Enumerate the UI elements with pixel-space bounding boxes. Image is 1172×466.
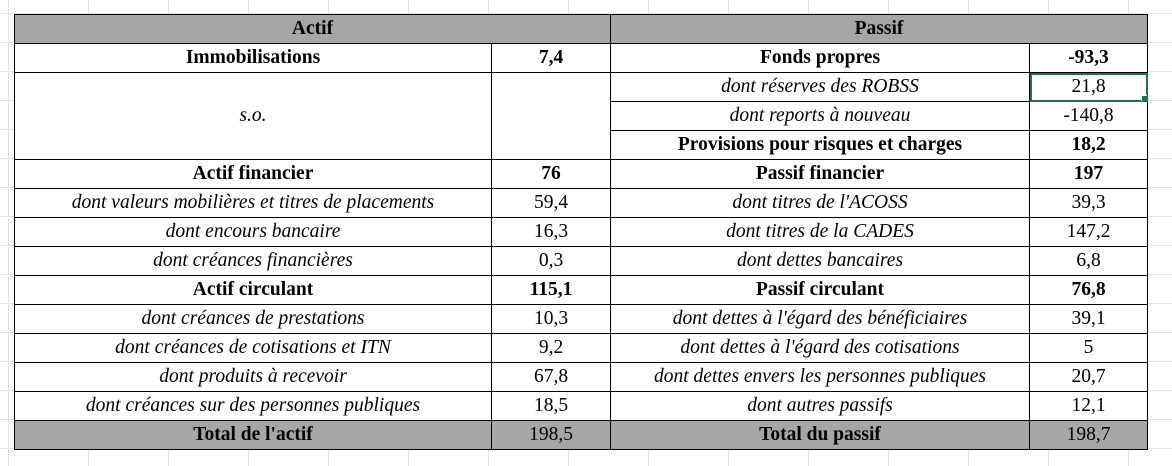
table-row: [15, 218, 1148, 247]
totals-row: [15, 421, 1148, 450]
passif-value-cell[interactable]: 6,8: [1030, 247, 1148, 276]
actif-label-cell[interactable]: dont créances sur des personnes publiques: [15, 392, 492, 421]
actif-value-cell[interactable]: [492, 131, 611, 160]
passif-value-cell[interactable]: 12,1: [1030, 392, 1148, 421]
table-row: [15, 102, 1148, 131]
passif-label-cell[interactable]: dont dettes à l'égard des bénéficiaires: [611, 305, 1030, 334]
actif-value-cell[interactable]: [492, 102, 611, 131]
table-row: [15, 247, 1148, 276]
table-row: [15, 73, 1148, 102]
actif-label-cell[interactable]: Actif financier: [15, 160, 492, 189]
passif-value-cell[interactable]: 39,3: [1030, 189, 1148, 218]
total-passif-value[interactable]: 198,7: [1030, 421, 1148, 450]
actif-label-cell[interactable]: s.o.: [15, 102, 492, 131]
passif-value-cell[interactable]: 20,7: [1030, 363, 1148, 392]
passif-label-cell[interactable]: dont réserves des ROBSS: [611, 73, 1030, 102]
table-row: [15, 131, 1148, 160]
passif-label-cell[interactable]: dont dettes bancaires: [611, 247, 1030, 276]
actif-label-cell[interactable]: dont créances de prestations: [15, 305, 492, 334]
passif-value-cell[interactable]: 18,2: [1030, 131, 1148, 160]
actif-value-cell[interactable]: 76: [492, 160, 611, 189]
table-row: [15, 160, 1148, 189]
total-actif-value[interactable]: 198,5: [492, 421, 611, 450]
passif-label-cell[interactable]: dont reports à nouveau: [611, 102, 1030, 131]
actif-value-cell[interactable]: 16,3: [492, 218, 611, 247]
header-passif[interactable]: Passif: [611, 15, 1148, 44]
actif-value-cell[interactable]: [492, 73, 611, 102]
passif-label-cell[interactable]: dont dettes à l'égard des cotisations: [611, 334, 1030, 363]
actif-label-cell[interactable]: Immobilisations: [15, 44, 492, 73]
passif-label-cell[interactable]: Passif financier: [611, 160, 1030, 189]
actif-label-cell[interactable]: Actif circulant: [15, 276, 492, 305]
passif-label-cell[interactable]: Passif circulant: [611, 276, 1030, 305]
table-row: [15, 44, 1148, 73]
passif-label-cell[interactable]: Fonds propres: [611, 44, 1030, 73]
actif-value-cell[interactable]: 59,4: [492, 189, 611, 218]
passif-label-cell[interactable]: dont autres passifs: [611, 392, 1030, 421]
passif-value-cell[interactable]: -93,3: [1030, 44, 1148, 73]
actif-value-cell[interactable]: 0,3: [492, 247, 611, 276]
actif-label-cell[interactable]: dont encours bancaire: [15, 218, 492, 247]
passif-label-cell[interactable]: dont titres de la CADES: [611, 218, 1030, 247]
passif-label-cell[interactable]: dont titres de l'ACOSS: [611, 189, 1030, 218]
passif-value-cell[interactable]: 5: [1030, 334, 1148, 363]
passif-value-cell[interactable]: 39,1: [1030, 305, 1148, 334]
balance-sheet-table: [14, 14, 1148, 450]
table-row: [15, 392, 1148, 421]
passif-value-cell[interactable]: -140,8: [1030, 102, 1148, 131]
actif-value-cell[interactable]: 67,8: [492, 363, 611, 392]
table-row: [15, 363, 1148, 392]
actif-label-cell[interactable]: [15, 131, 492, 160]
passif-value-text: 21,8: [1071, 76, 1106, 97]
table-row: [15, 276, 1148, 305]
passif-value-cell[interactable]: 76,8: [1030, 276, 1148, 305]
passif-label-cell[interactable]: dont dettes envers les personnes publiques: [611, 363, 1030, 392]
actif-label-cell[interactable]: [15, 73, 492, 102]
table-row: [15, 305, 1148, 334]
fill-handle[interactable]: [1141, 95, 1148, 102]
actif-label-cell[interactable]: dont produits à recevoir: [15, 363, 492, 392]
actif-label-cell[interactable]: dont créances de cotisations et ITN: [15, 334, 492, 363]
total-passif-label[interactable]: Total du passif: [611, 421, 1030, 450]
actif-value-cell[interactable]: 9,2: [492, 334, 611, 363]
actif-label-cell[interactable]: dont créances financières: [15, 247, 492, 276]
header-actif[interactable]: Actif: [15, 15, 611, 44]
table-row: [15, 189, 1148, 218]
actif-value-cell[interactable]: 115,1: [492, 276, 611, 305]
actif-value-cell[interactable]: 10,3: [492, 305, 611, 334]
passif-label-cell[interactable]: Provisions pour risques et charges: [611, 131, 1030, 160]
table-row: [15, 334, 1148, 363]
total-actif-label[interactable]: Total de l'actif: [15, 421, 492, 450]
actif-label-cell[interactable]: dont valeurs mobilières et titres de placements: [15, 189, 492, 218]
passif-value-cell[interactable]: 147,2: [1030, 218, 1148, 247]
actif-value-cell[interactable]: 18,5: [492, 392, 611, 421]
actif-value-cell[interactable]: 7,4: [492, 44, 611, 73]
passif-value-cell-selected[interactable]: [1030, 73, 1148, 102]
passif-value-cell[interactable]: 197: [1030, 160, 1148, 189]
header-row: [15, 15, 1148, 44]
